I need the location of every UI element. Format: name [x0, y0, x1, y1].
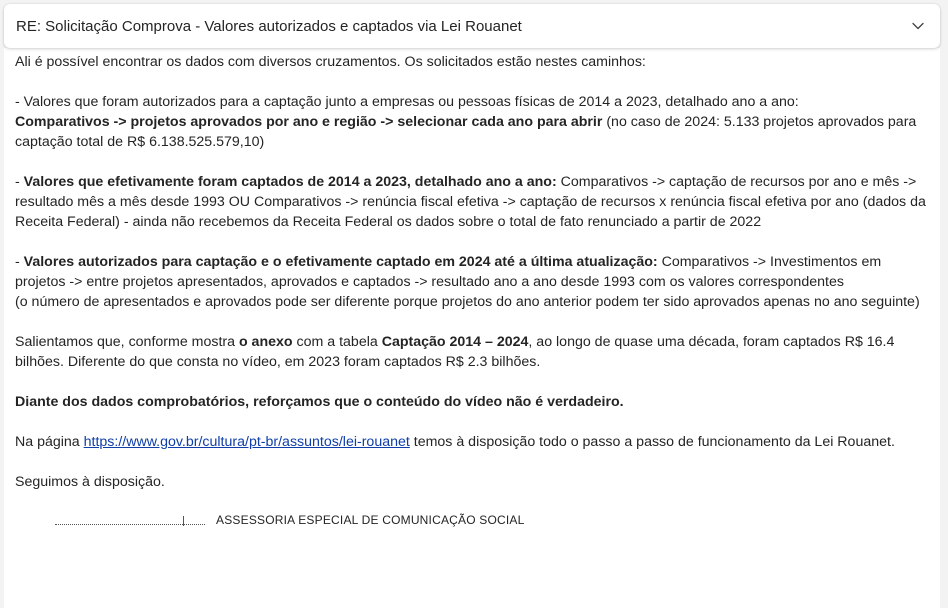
p6-b: temos à disposição todo o passo a passo de funcionamento da Lei Rouanet. [409, 434, 895, 450]
p5-bold: Diante dos dados comprobatórios, reforçamos que o conteúdo do vídeo não é verdadeiro. [15, 394, 624, 410]
p4-bold2: Captação 2014 – 2024 [381, 334, 529, 350]
p1-tail: (no caso de 2024: 5.133 projetos aprovados para captação total de R$ 6.138.525.579,10) [15, 114, 917, 150]
intro-text: Ali é possível encontrar os dados com diversos cruzamentos. Os solicitados estão nestes caminhos: [15, 54, 646, 70]
p3-bold: Valores autorizados para captação e o efetivamente captado em 2024 até a última atualização: [23, 254, 658, 270]
p2-bold: Valores que efetivamente foram captados de 2014 a 2023, detalhado ano a ano: [23, 174, 557, 190]
p2-dash: - [15, 174, 24, 190]
paragraph-authorized [15, 92, 930, 152]
message-body [4, 48, 940, 608]
chevron-down-icon[interactable] [910, 18, 926, 34]
signature-title: ASSESSORIA ESPECIAL DE COMUNICAÇÃO SOCIAL [216, 513, 525, 527]
closing-paragraph [15, 472, 930, 492]
p3-note: (o número de apresentados e aprovados pode ser diferente porque projetos do ano anterior podem ter sido aprovados apenas no ano seguinte) [15, 294, 920, 310]
p4-a: Salientamos que, conforme mostra [15, 334, 239, 350]
paragraph-attachment [15, 332, 930, 372]
paragraph-link [15, 432, 930, 452]
signature [15, 510, 930, 530]
closing-text: Seguimos à disposição. [15, 474, 165, 490]
paragraph-conclusion [15, 392, 930, 412]
message-header[interactable] [4, 4, 940, 48]
p3-dash: - [15, 254, 24, 270]
intro-paragraph [15, 52, 930, 72]
p3-tail: Comparativos -> Investimentos em projetos -> entre projetos apresentados, aprovados e captados -> resultado ano a ano desde 1993 com os valores correspondentes [15, 254, 882, 290]
signature-logo-mark [183, 516, 184, 526]
paragraph-captured [15, 172, 930, 232]
p1-bold: Comparativos -> projetos aprovados por ano e região -> selecionar cada ano para abrir [15, 114, 603, 130]
p1-text: - Valores que foram autorizados para a captação junto a empresas ou pessoas físicas de 2014 a 2023, detalhado ano a ano: [15, 94, 799, 110]
p4-c: , ao longo de quase uma década, foram captados R$ 16.4 bilhões. Diferente do que consta no vídeo, em 2023 foram captados R$ 2.3 bilhões. [15, 334, 895, 370]
lei-rouanet-link[interactable]: https://www.gov.br/cultura/pt-br/assuntos/lei-rouanet [83, 434, 410, 450]
message-subject: RE: Solicitação Comprova - Valores autorizados e captados via Lei Rouanet [16, 17, 522, 35]
paragraph-2024 [15, 252, 930, 312]
p2-tail: Comparativos -> captação de recursos por ano e mês -> resultado mês a mês desde 1993 OU Comparativos -> renúncia fiscal efetiva -> captação de recursos x renúncia fiscal efetiva por ano (dados da Receita Federal) - ainda não recebemos da Receita Federal os dados sobre o total de fato renunciado a partir de 2022 [15, 174, 926, 230]
p4-b: com a tabela [292, 334, 382, 350]
p4-bold1: o anexo [238, 334, 293, 350]
p6-a: Na página [15, 434, 84, 450]
